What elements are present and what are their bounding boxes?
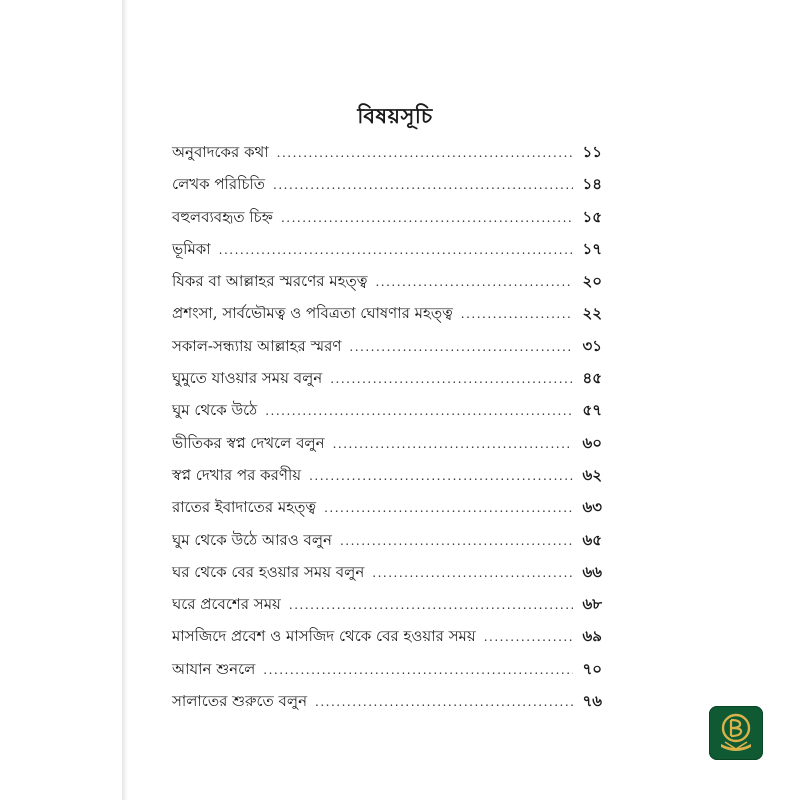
toc-entry-page-number: ১৫ [582, 207, 602, 226]
toc-entry-title: মাসজিদে প্রবেশ ও মাসজিদ থেকে বের হওয়ার সময় [172, 627, 476, 646]
toc-entry-page-number: ৬৩ [582, 498, 602, 517]
dot-leader [277, 137, 573, 169]
toc-entry-title: আযান শুনলে [172, 659, 256, 678]
toc-entry-title: ঘরে প্রবেশের সময় [172, 595, 281, 614]
toc-entry-title: ঘুম থেকে উঠে [172, 401, 258, 420]
dot-leader [372, 557, 573, 589]
toc-entry [172, 394, 602, 426]
toc-entry-page-number: ৬২ [582, 465, 602, 484]
publisher-logo-icon [709, 706, 763, 760]
toc-entry-title: স্বপ্ন দেখার পর করণীয় [172, 465, 302, 484]
toc-entry-page-number: ১৪ [582, 175, 602, 194]
toc-entry [172, 620, 602, 652]
dot-leader [375, 266, 573, 298]
dot-leader [349, 331, 573, 363]
toc-entry-page-number: ৭৬ [582, 692, 602, 711]
dot-leader [315, 686, 573, 718]
toc-entry-page-number: ৬৬ [582, 562, 602, 581]
dot-leader [484, 621, 573, 653]
toc-entry-title: সালাতের শুরুতে বলুন [172, 692, 308, 711]
toc-entry-title: ঘর থেকে বের হওয়ার সময় বলুন [172, 562, 365, 581]
toc-entry-page-number: ৬৯ [582, 627, 602, 646]
dot-leader [219, 234, 573, 266]
toc-entry [172, 330, 602, 362]
dot-leader [461, 298, 573, 330]
toc-entry-title: রাতের ইবাদাতের মহত্ত্ব [172, 498, 317, 517]
toc-entry [172, 588, 602, 620]
toc-entry [172, 524, 602, 556]
toc-entry-page-number: ৪৫ [582, 369, 602, 388]
toc-entry-title: অনুবাদকের কথা [172, 143, 269, 161]
toc-entry-page-number: ২০ [582, 272, 602, 291]
toc-entry-title: যিকর বা আল্লাহর স্মরণের মহত্ত্ব [172, 272, 368, 291]
toc-entry-title: প্রশংসা, সার্বভৌমত্ব ও পবিত্রতা ঘোষণার মহত্ত্ব [172, 304, 453, 323]
toc-entry-title: লেখক পরিচিতি [172, 175, 266, 194]
dot-leader [263, 654, 573, 686]
dot-leader [289, 589, 573, 621]
dot-leader [273, 169, 573, 201]
toc-entry [172, 459, 602, 491]
dot-leader [281, 202, 573, 234]
dot-leader [333, 428, 573, 460]
toc-entry-page-number: ৬০ [582, 433, 602, 452]
toc-entry-page-number: ৩১ [582, 336, 602, 355]
toc-entry [172, 362, 602, 394]
toc-list [172, 136, 602, 717]
logo-emblem [709, 706, 763, 760]
toc-heading: বিষয়সূচি [357, 103, 433, 128]
toc-entry [172, 297, 602, 329]
toc-entry [172, 136, 602, 168]
toc-entry-page-number: ২২ [582, 304, 602, 323]
dot-leader [340, 525, 573, 557]
dot-leader [309, 460, 573, 492]
toc-entry [172, 491, 602, 523]
toc-entry-title: সকাল-সন্ধ্যায় আল্লাহর স্মরণ [172, 336, 342, 355]
toc-entry [172, 201, 602, 233]
toc-entry-page-number: ৫৭ [582, 401, 602, 420]
toc-entry-title: বহুলব্যবহৃত চিহ্ন [172, 207, 273, 226]
toc-entry-page-number: ৬৫ [582, 530, 602, 549]
toc-entry [172, 653, 602, 685]
toc-entry-page-number: ১৭ [582, 239, 602, 258]
toc-entry-title: ভীতিকর স্বপ্ন দেখলে বলুন [172, 433, 325, 452]
dot-leader [324, 492, 573, 524]
dot-leader [265, 395, 573, 427]
toc-entry [172, 265, 602, 297]
toc-entry [172, 168, 602, 200]
toc-entry-title: ঘুম থেকে উঠে আরও বলুন [172, 530, 332, 549]
toc-entry-page-number: ৬৮ [582, 595, 602, 614]
toc-entry [172, 233, 602, 265]
toc-entry-page-number: ৭০ [582, 659, 602, 678]
toc-entry-title: ভূমিকা [172, 239, 211, 258]
toc-entry [172, 685, 602, 717]
toc-entry-title: ঘুমুতে যাওয়ার সময় বলুন [172, 369, 323, 388]
dot-leader [330, 363, 573, 395]
toc-entry [172, 556, 602, 588]
toc-entry [172, 427, 602, 459]
toc-entry-page-number: ১১ [582, 143, 602, 161]
